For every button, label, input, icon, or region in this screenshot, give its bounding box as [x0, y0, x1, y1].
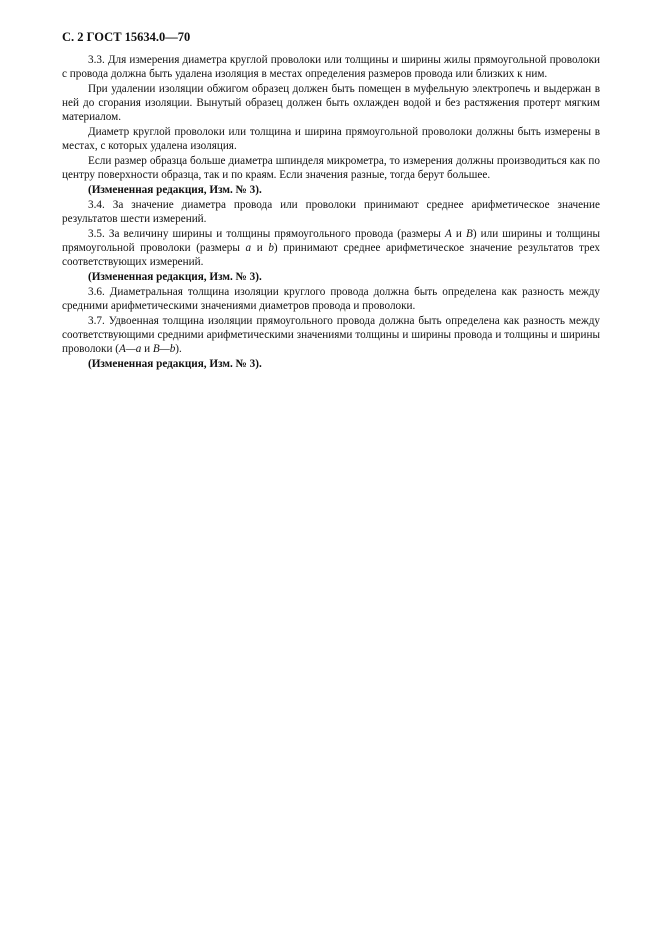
p37-text-2: ). — [175, 343, 182, 355]
p35-and-1: и — [451, 228, 466, 240]
page-header: С. 2 ГОСТ 15634.0—70 — [62, 30, 191, 44]
p37-text-1: 3.7. Удвоенная толщина изоляции прямоугольного провода должна быть определена как разность между соответствующими средними арифметическими значениями толщины и ширины провода и толщины и ширины проволоки ( — [62, 315, 600, 355]
revision-note-2: (Измененная редакция, Изм. № 3). — [88, 271, 262, 283]
document-body — [62, 53, 600, 371]
paragraph-micrometer: Если размер образца больше диаметра шпинделя микрометра, то измерения должны производиться как по центру поверхности образца, так и по краям. Если значения разные, тогда берут большее. — [62, 155, 600, 181]
p35-text-1: 3.5. За величину ширины и толщины прямоугольного провода (размеры — [88, 228, 446, 240]
paragraph-3-3: 3.3. Для измерения диаметра круглой проволоки или толщины и ширины жилы прямоугольной проволоки с провода должна быть удалена изоляция в местах определения размеров провода или близких к ним. — [62, 54, 600, 80]
paragraph-diameter-measurement: Диаметр круглой проволоки или толщина и ширина прямоугольной проволоки должны быть измерены в местах, с которых удалена изоляция. — [62, 126, 600, 152]
expr-A-minus-a: A—a — [118, 343, 142, 355]
var-b: b — [268, 242, 274, 254]
revision-note-1: (Измененная редакция, Изм. № 3). — [88, 184, 262, 196]
var-B: B — [466, 228, 473, 240]
paragraph-3-7 — [62, 314, 600, 356]
paragraph-3-4: 3.4. За значение диаметра провода или проволоки принимают среднее арифметическое значение результатов шести измерений. — [62, 199, 600, 225]
var-A: A — [445, 228, 452, 240]
paragraph-3-6: 3.6. Диаметральная толщина изоляции круглого провода должна быть определена как разность между средними арифметическими значениями диаметров провода и проволоки. — [62, 286, 600, 312]
var-a: a — [245, 242, 252, 254]
p35-text-2: ) или ширины и толщины прямоугольной проволоки (размеры — [62, 228, 600, 254]
p35-text-3: ) принимают среднее арифметическое значение результатов трех соответствующих измерений. — [62, 242, 601, 268]
expr-B-minus-b: B—b — [152, 343, 176, 355]
revision-note-3: (Измененная редакция, Изм. № 3). — [88, 358, 262, 370]
paragraph-insulation-removal: При удалении изоляции обжигом образец должен быть помещен в муфельную электропечь и выдержан в ней до сгорания изоляции. Вынутый образец должен быть охлажден водой и без растяжения протерт мягким материалом. — [62, 83, 600, 123]
p37-and: и — [141, 343, 153, 355]
document-page — [62, 30, 600, 371]
p35-and-2: и — [251, 242, 269, 254]
paragraph-3-5 — [62, 227, 600, 269]
